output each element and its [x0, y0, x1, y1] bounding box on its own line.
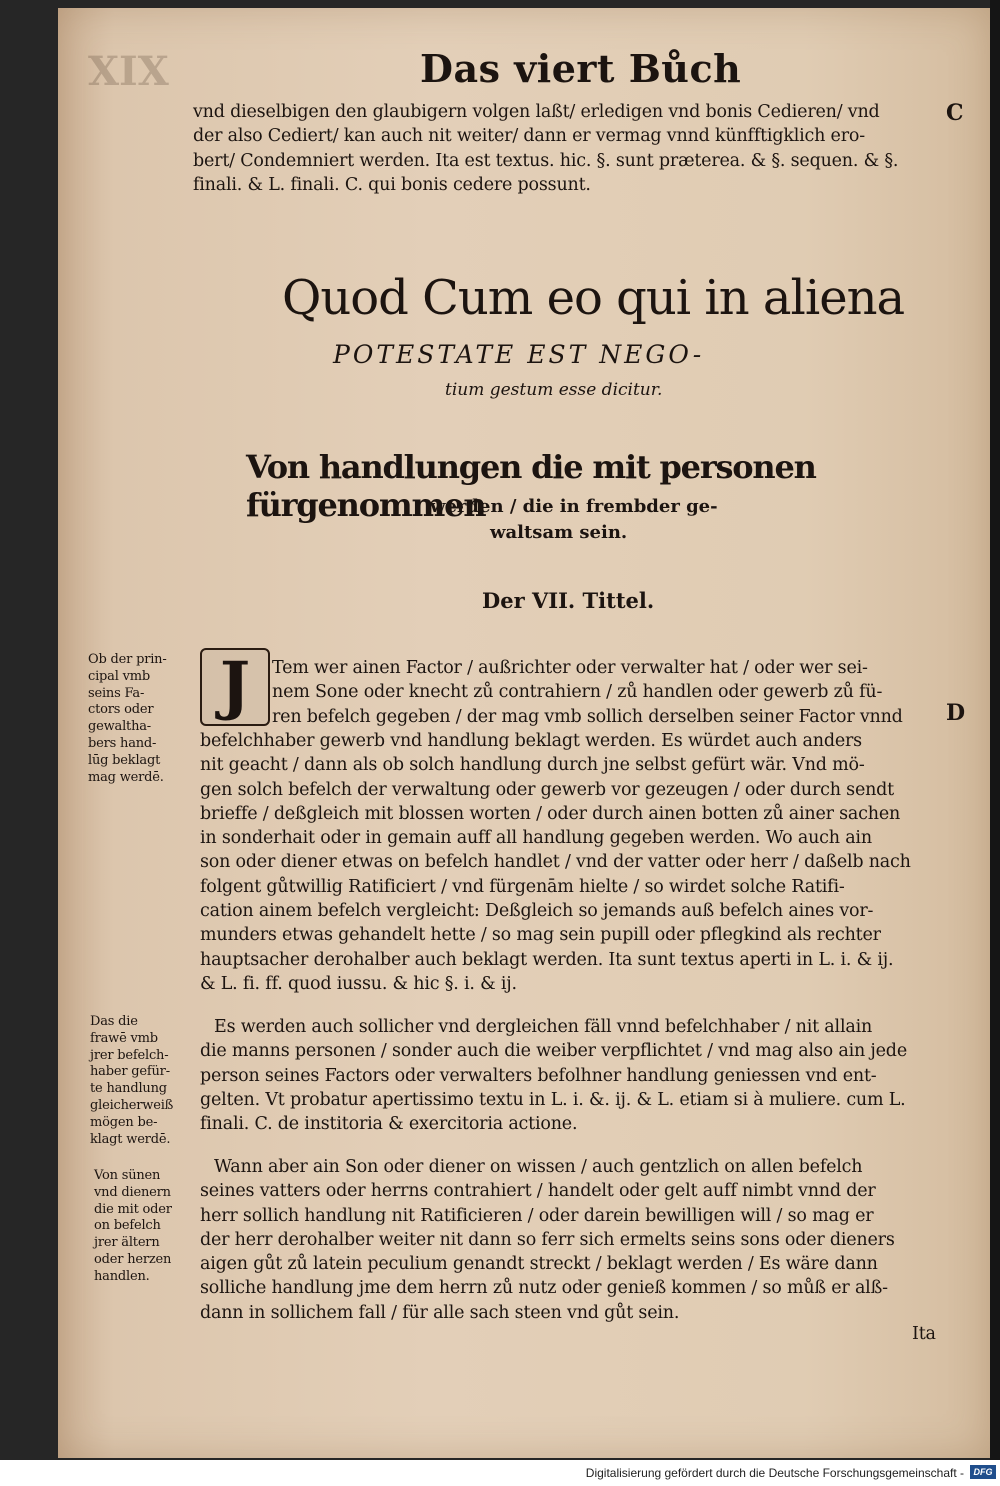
text-line: der herr derohalber weiter nit dann so ferr sich ermelts seins sons oder dieners [200, 1229, 895, 1250]
margin-line: oder herzen [94, 1251, 172, 1267]
text-line: person seines Factors oder verwalters befolhner handlung geniessen vnd ent- [200, 1065, 877, 1086]
text-line: gen solch befelch der verwaltung oder gewerb vor gezeugen / oder durch sendt [200, 779, 895, 800]
catchword: Ita [912, 1324, 936, 1344]
margin-line: die mit oder [94, 1201, 172, 1217]
text-line: finali. C. de institoria & exercitoria actione. [200, 1114, 578, 1135]
margin-line: Von sünen [94, 1168, 161, 1183]
paragraph-1-opening [272, 656, 942, 729]
margin-line: gleicherweiß [90, 1097, 174, 1113]
margin-line: frawē vmb [90, 1030, 158, 1046]
text-line: vnd dieselbigen den glaubigern volgen laßt/ erledigen vnd bonis Cedieren/ vnd [193, 102, 880, 122]
text-line: son oder diener etwas on befelch handlet / vnd der vatter oder herr / daßelb nach [200, 852, 911, 873]
text-line: dann in sollichem fall / für alle sach steen vnd gůt sein. [200, 1302, 680, 1323]
margin-line: cipal vmb [88, 668, 150, 684]
section-title: Der VII. Tittel. [482, 588, 655, 613]
margin-line: gewaltha- [88, 719, 151, 735]
book-binding-edge [990, 0, 1000, 1460]
margin-line: Ob der prin- [88, 652, 167, 667]
latin-title-line-3: tium gestum esse dicitur. [445, 380, 663, 400]
text-line: hauptsacher derohalber auch beklagt werden. Ita sunt textus aperti in L. i. & ij. [200, 949, 894, 970]
text-line: bert/ Condemniert werden. Ita est textus. hic. §. sunt præterea. & §. sequen. & §. [193, 150, 899, 171]
text-line: folgent gůtwillig Ratificiert / vnd fürgenām hielte / so wirdet solche Ratifi- [200, 876, 845, 897]
paragraph-3 [200, 1155, 945, 1325]
margin-line: jrer befelch- [90, 1047, 169, 1063]
margin-line: handlen. [94, 1268, 150, 1284]
dfg-logo: DFG [970, 1465, 996, 1479]
text-line: seines vatters oder herrns contrahiert / handelt oder gelt auff nimbt vnnd der [200, 1181, 876, 1202]
margin-line: seins Fa- [88, 685, 145, 701]
text-line: & L. fi. ff. quod iussu. & hic §. i. & ij. [200, 973, 517, 994]
text-line: nit geacht / dann als ob solch handlung durch jne selbst gefürt wär. Vnd mö- [200, 755, 865, 776]
gathering-letter-d: D [946, 700, 966, 726]
text-line: brieffe / deßgleich mit blossen worten / oder durch ainen botten zů ainer sachen [200, 803, 901, 824]
margin-note-2 [90, 1014, 190, 1148]
paragraph-2 [200, 1015, 945, 1136]
margin-note-3 [94, 1168, 194, 1286]
top-text-block [193, 100, 938, 197]
text-line: Tem wer ainen Factor / außrichter oder verwalter hat / oder wer sei- [272, 658, 868, 678]
margin-line: ctors oder [88, 702, 154, 718]
text-line: herr sollich handlung nit Ratificieren / oder darein bewilligen will / so mag er [200, 1205, 874, 1226]
margin-line: haber gefür- [90, 1064, 170, 1080]
text-line: der also Cediert/ kan auch nit weiter/ dann er vermag vnnd künfftigklich ero- [193, 126, 865, 147]
decorated-initial: J [200, 648, 270, 726]
text-line: ren befelch gegeben / der mag vmb sollich derselben seiner Factor vnnd [272, 706, 903, 727]
text-line: Es werden auch sollicher vnd dergleichen fäll vnnd befelchhaber / nit allain [214, 1017, 873, 1037]
german-title-line-1: Von handlungen die mit personen fürgenommen [246, 448, 816, 524]
text-line: aigen gůt zů latein peculium genandt streckt / beklagt werden / Es wäre dann [200, 1254, 878, 1275]
margin-line: on befelch [94, 1218, 161, 1234]
text-line: gelten. Vt probatur apertissimo textu in L. i. &. ij. & L. etiam si à muliere. cum L. [200, 1089, 906, 1110]
german-title-line-2: werden / die in frembder ge- [430, 496, 718, 517]
running-title: Das viert Bůch [420, 46, 742, 91]
gathering-letter-c: C [946, 100, 964, 126]
margin-line: Das die [90, 1014, 138, 1029]
text-line: Wann aber ain Son oder diener on wissen / auch gentzlich on allen befelch [214, 1157, 863, 1177]
margin-line: mögen be- [90, 1114, 158, 1130]
latin-title-line-1: Quod Cum eo qui in aliena [282, 270, 905, 326]
margin-line: klagt werdē. [90, 1131, 171, 1147]
bleed-through-number: XIX [88, 48, 169, 95]
margin-line: vnd dienern [94, 1184, 171, 1200]
paragraph-1 [200, 729, 945, 996]
funding-credit: Digitalisierung gefördert durch die Deutsche Forschungsgemeinschaft - [585, 1466, 964, 1480]
margin-line: mag werdē. [88, 769, 164, 785]
digitization-footer [0, 1460, 1000, 1486]
margin-line: te handlung [90, 1081, 167, 1097]
text-line: befelchhaber gewerb vnd handlung beklagt werden. Es würdet auch anders [200, 731, 862, 751]
text-line: die manns personen / sonder auch die weiber verpflichtet / vnd mag also ain jede [200, 1041, 907, 1062]
text-line: in sonderhait oder in gemain auff all handlung gegeben werden. Wo auch ain [200, 828, 872, 849]
text-line: finali. & L. finali. C. qui bonis cedere possunt. [193, 174, 591, 195]
latin-title-line-2: POTESTATE EST NEGO- [333, 340, 705, 369]
text-line: cation ainem befelch vergleicht: Deßgleich so jemands auß befelch aines vor- [200, 901, 874, 922]
german-title-line-3: waltsam sein. [490, 522, 628, 543]
margin-note-1 [88, 652, 188, 786]
text-line: munders etwas gehandelt hette / so mag sein pupill oder pflegkind als rechter [200, 925, 881, 946]
margin-line: lūg beklagt [88, 752, 161, 768]
margin-line: jrer ältern [94, 1235, 160, 1251]
margin-line: bers hand- [88, 735, 157, 751]
text-line: solliche handlung jme dem herrn zů nutz oder genieß kommen / so můß er alß- [200, 1278, 888, 1299]
text-line: nem Sone oder knecht zů contrahiern / zů handlen oder gewerb zů fü- [272, 682, 883, 703]
